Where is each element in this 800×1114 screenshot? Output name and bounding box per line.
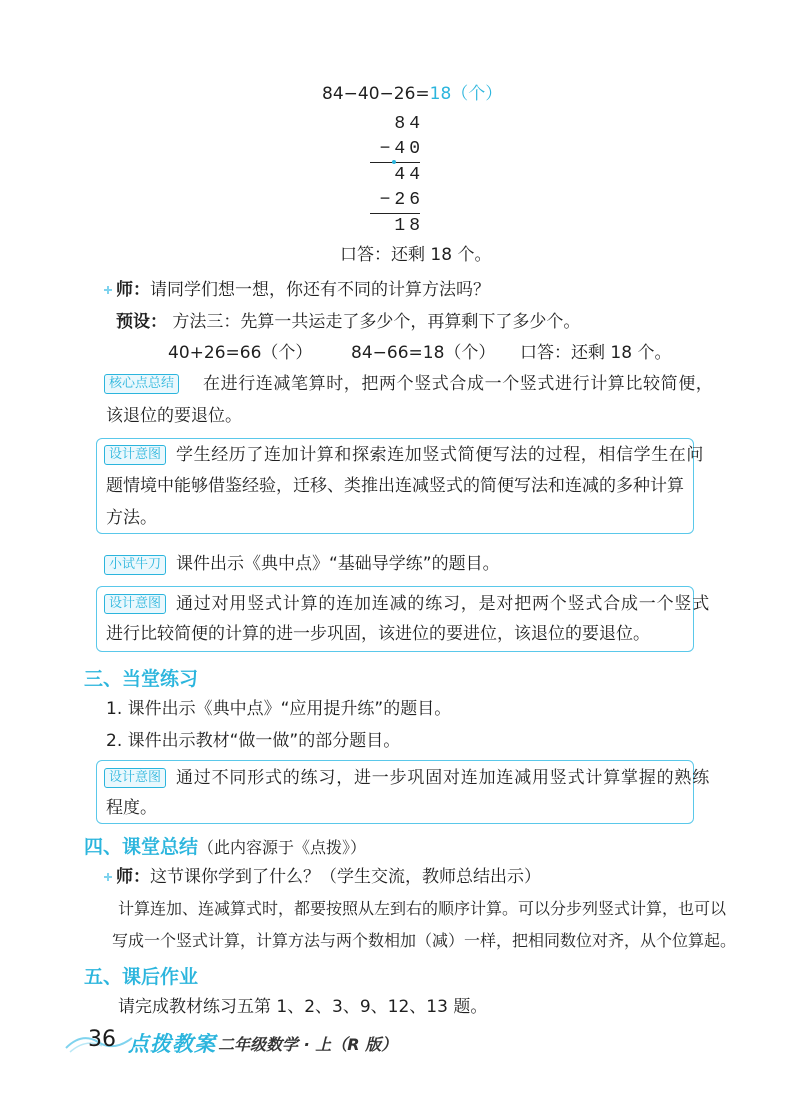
preset-eq1: 40+26=66（个） [168, 343, 313, 363]
section-3-item-1: 1. 课件出示《典中点》“应用提升练”的题目。 [106, 699, 452, 719]
answer-line: 口答：还剩 18 个。 [340, 245, 492, 265]
section-4-line1: 计算连加、连减算式时，都要按照从左到右的顺序计算。可以分步列竖式计算，也可以 [118, 899, 727, 918]
design-intent-2-line2: 进行比较简便的计算的进一步巩固，该进位的要进位，该退位的要退位。 [106, 624, 650, 644]
vertical-row-5: 18 [394, 216, 424, 236]
section-4-teacher-text: 这节课你学到了什么？（学生交流，教师总结出示） [150, 867, 541, 887]
vertical-row-1: 84 [394, 114, 424, 134]
preset-answer: 口答：还剩 18 个。 [520, 343, 672, 363]
section-4-title-text: 四、课堂总结 [84, 836, 199, 858]
vertical-row-4: −26 [379, 190, 424, 210]
equation-answer: 18（个） [429, 84, 503, 104]
footer-logo: 点拨教案 [128, 1032, 216, 1056]
teacher-question [116, 278, 490, 302]
section-4-line2: 写成一个竖式计算，计算方法与两个数相加（减）一样，把相同数位对齐，从个位算起。 [112, 931, 737, 950]
teacher-text: 请同学们想一想，你还有不同的计算方法吗？ [150, 280, 490, 300]
design-intent-1-line3: 方法。 [106, 508, 157, 528]
equation-prefix: 84−40−26= [322, 84, 430, 104]
design-intent-2-line1: 通过对用竖式计算的连加连减的练习，是对把两个竖式合成一个竖式 [176, 594, 710, 614]
section-3-title: 三、当堂练习 [84, 668, 199, 690]
design-intent-tag-2: 设计意图 [104, 594, 166, 614]
vertical-row-2: −40 [379, 139, 424, 159]
design-intent-3-line1: 通过不同形式的练习，进一步巩固对连加连减用竖式计算掌握的熟练 [176, 768, 710, 788]
section-4-teacher [116, 865, 541, 889]
section-4-note: （此内容源于《点拨》） [198, 838, 367, 857]
section-5-title: 五、课后作业 [84, 966, 199, 988]
bullet-icon [104, 873, 112, 881]
design-intent-1-line2: 题情境中能够借鉴经验，迁移、类推出连减竖式的简便写法和连减的多种计算 [106, 476, 684, 496]
bullet-icon [104, 286, 112, 294]
vertical-row-3: 44 [394, 165, 424, 185]
preset-eq2: 84−66=18（个） [351, 343, 496, 363]
section-4-teacher-label: 师： [116, 867, 150, 887]
design-intent-tag-1: 设计意图 [104, 445, 166, 465]
trial-text: 课件出示《典中点》“基础导学练”的题目。 [176, 554, 500, 574]
design-intent-tag-3: 设计意图 [104, 768, 166, 788]
section-5-text: 请完成教材练习五第 1、2、3、9、12、13 题。 [118, 997, 488, 1017]
equation [322, 82, 502, 106]
section-3-item-2: 2. 课件出示教材“做一做”的部分题目。 [106, 731, 401, 751]
core-summary-line2: 该退位的要退位。 [106, 406, 242, 426]
preset-label: 预设： [116, 312, 167, 332]
core-summary-line1: 在进行连减笔算时，把两个竖式合成一个竖式进行计算比较简便， [203, 374, 714, 394]
trial-tag: 小试牛刀 [104, 555, 166, 575]
preset-text: 方法三：先算一共运走了多少个，再算剩下了多少个。 [172, 312, 581, 332]
footer-subtitle: 二年级数学 · 上（R 版） [218, 1035, 398, 1054]
design-intent-1-line1: 学生经历了连加计算和探索连加竖式简便写法的过程，相信学生在问 [176, 445, 704, 465]
preset-line [116, 310, 580, 334]
section-4-title [84, 832, 366, 859]
teacher-label: 师： [116, 280, 150, 300]
design-intent-3-line2: 程度。 [106, 798, 157, 818]
core-summary-tag: 核心点总结 [104, 374, 179, 394]
page-number: 36 [88, 1027, 116, 1052]
